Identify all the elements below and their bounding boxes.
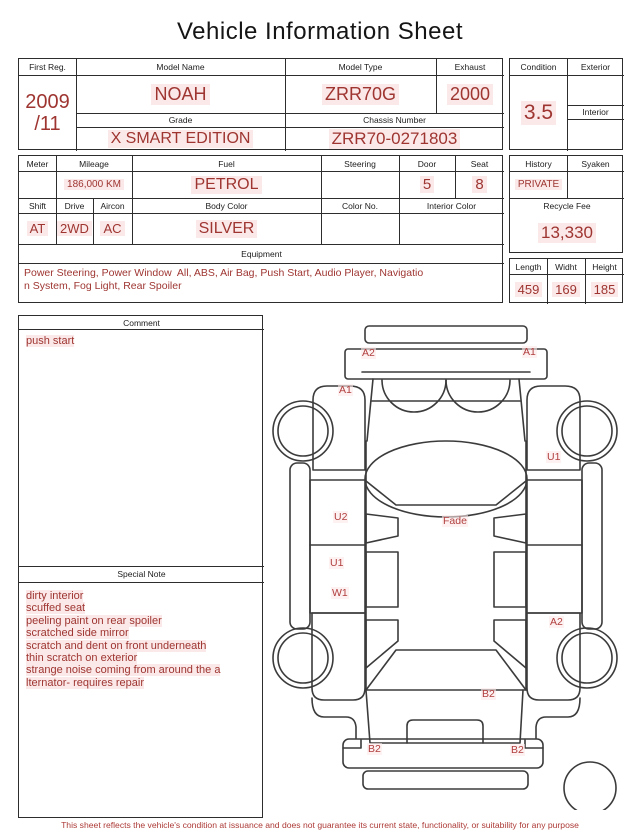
model-type-value: ZRR70G (285, 75, 436, 113)
seat-value: 8 (455, 171, 504, 198)
first-reg-value: 2009 /11 (25, 91, 70, 135)
comment-special-note-box (18, 315, 263, 818)
meter-header: Meter (26, 158, 49, 169)
wheel-rear-left-outer (273, 628, 333, 688)
color-no-header: Color No. (342, 200, 378, 211)
mileage-value: 186,000 KM (56, 171, 132, 198)
damage-label-u1-right: U1 (547, 451, 561, 463)
damage-label-a2-rear-right: A2 (550, 616, 563, 628)
door-value: 5 (399, 171, 455, 198)
window-left-rear (366, 620, 398, 668)
wheel-front-left-outer (273, 401, 333, 461)
grade-header: Grade (168, 115, 193, 125)
wheel-front-right-inner (562, 406, 612, 456)
disclaimer-text: This sheet reflects the vehicle's condition at issuance and does not guarantee its current state, functionality, or suitability for any purpose (61, 820, 579, 830)
special-note-text: dirty interior scuffed seat peeling paint on rear spoiler scratched side mirror scratch and dent on front underneath thin scratch on exterior strange noise coming from around the a lternator- requires repair (26, 590, 221, 689)
wheel-front-left-inner (278, 406, 328, 456)
window-right-middle (494, 552, 526, 607)
damage-label-b2-bumper-left: B2 (368, 743, 381, 755)
height-header: Height (592, 261, 617, 272)
comment-header: Comment (123, 317, 160, 328)
sill-right (582, 463, 602, 629)
model-name-value: NOAH (76, 75, 285, 113)
damage-label-a1-fender: A1 (339, 384, 352, 396)
seat-header: Seat (470, 158, 489, 169)
rear-corner-left (312, 698, 356, 738)
window-right-rear (494, 620, 526, 668)
wiper-arc-right (446, 380, 510, 412)
equipment-text: Power Steering, Power Window All, ABS, Air Bag, Push Start, Audio Player, Navigatio n System, Fog Light, Rear Spoiler (24, 267, 424, 292)
wheel-rear-right-inner (562, 633, 612, 683)
damage-label-b2-bumper-right: B2 (511, 744, 524, 756)
exhaust-header: Exhaust (454, 62, 486, 72)
wiper-arc-left (382, 380, 446, 412)
history-header: History (525, 158, 552, 169)
rear-window (366, 650, 526, 690)
steering-header: Steering (344, 158, 376, 169)
length-header: Length (515, 261, 542, 272)
chassis-number-header: Chassis Number (363, 115, 426, 125)
shift-value: AT (19, 213, 56, 244)
condition-value: 3.5 (510, 75, 567, 151)
window-right-front (494, 514, 526, 543)
page-title: Vehicle Information Sheet (176, 18, 463, 45)
a-pillar-left (367, 379, 373, 441)
window-left-front (366, 514, 398, 543)
recycle-fee-header: Recycle Fee (543, 200, 591, 211)
history-value: PRIVATE (510, 171, 567, 198)
width-value: 169 (547, 274, 585, 304)
aircon-value: AC (93, 213, 132, 244)
drive-value: 2WD (56, 213, 93, 244)
wheel-rear-left-inner (278, 633, 328, 683)
wheel-front-right-outer (557, 401, 617, 461)
table-dimensions (509, 258, 623, 303)
condition-header: Condition (520, 62, 557, 72)
rear-hatch (366, 690, 523, 743)
front-bumper-strip (365, 326, 527, 343)
table-model-info (18, 58, 503, 150)
aircon-header: Aircon (100, 200, 125, 211)
chassis-number-value: ZRR70-0271803 (285, 127, 504, 151)
wheel-rear-right-outer (557, 628, 617, 688)
damage-label-u1-left: U1 (330, 557, 344, 569)
exterior-header: Exterior (580, 62, 611, 72)
damage-label-a2-hood: A2 (362, 347, 375, 359)
model-name-header: Model Name (156, 62, 205, 72)
car-diagram (270, 313, 638, 810)
window-left-middle (366, 552, 398, 607)
interior-color-header: Interior Color (426, 200, 477, 211)
fuel-value: PETROL (132, 171, 321, 198)
body-color-value: SILVER (132, 213, 321, 244)
damage-label-u2-left: U2 (334, 511, 348, 523)
shift-header: Shift (28, 200, 46, 211)
rear-bumper-step-left (343, 740, 361, 748)
drive-header: Drive (64, 200, 85, 211)
fender-left-rear (312, 613, 365, 700)
width-header: Widht (555, 261, 577, 272)
fuel-header: Fuel (218, 158, 235, 169)
exhaust-value: 2000 (436, 75, 504, 113)
damage-label-w1-left: W1 (332, 587, 348, 599)
height-value: 185 (585, 274, 624, 304)
grade-value: X SMART EDITION (76, 127, 285, 151)
length-value: 459 (510, 274, 547, 304)
body-color-header: Body Color (205, 200, 248, 211)
rear-bumper-step-right (525, 740, 543, 748)
table-history-fee (509, 155, 623, 253)
interior-header: Interior (582, 107, 609, 117)
special-note-header: Special Note (117, 569, 166, 579)
damage-label-fade: Fade (443, 515, 467, 527)
table-specs (18, 155, 503, 303)
comment-text: push start (26, 335, 75, 347)
syaken-header: Syaken (581, 158, 610, 169)
model-type-header: Model Type (338, 62, 383, 72)
door-panel-right (527, 480, 582, 613)
table-condition (509, 58, 623, 150)
roof-front-edge (366, 481, 526, 505)
a-pillar-right (519, 379, 525, 441)
rear-bumper-strip (363, 771, 528, 789)
first-reg-header: First Reg. (29, 62, 66, 72)
rear-corner-right (536, 698, 580, 738)
sill-left (290, 463, 310, 629)
equipment-header: Equipment (241, 248, 282, 259)
spare-tire (564, 762, 616, 810)
damage-label-b2-hatch: B2 (482, 688, 495, 700)
mileage-header: Mileage (79, 158, 109, 169)
damage-label-a1-hood: A1 (523, 346, 536, 358)
recycle-fee-value: 13,330 (510, 213, 624, 253)
fender-left-front (313, 386, 365, 470)
door-header: Door (417, 158, 437, 169)
